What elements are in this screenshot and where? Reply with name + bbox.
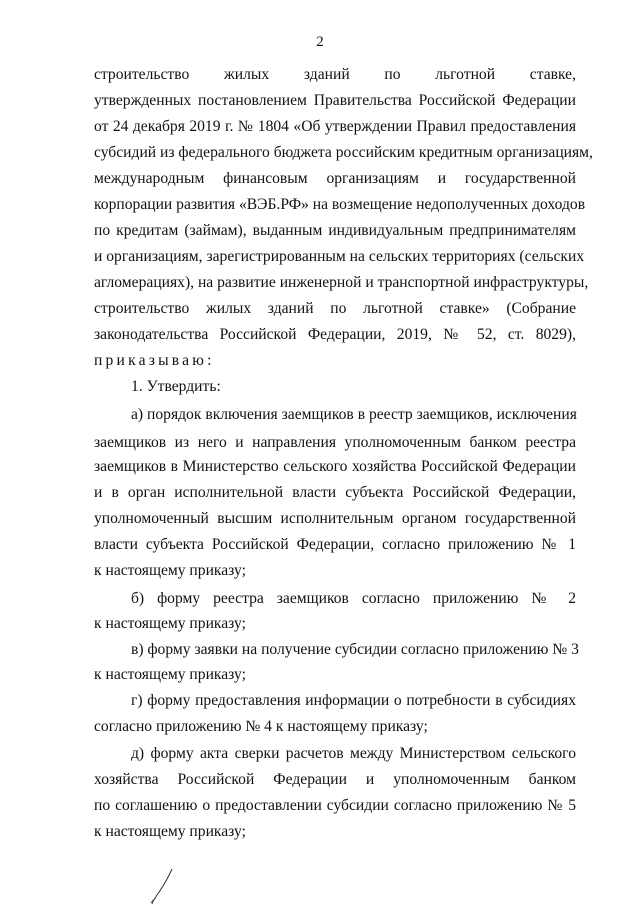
order-word: приказываю: bbox=[94, 352, 215, 369]
text-line: к настоящему приказу; bbox=[94, 562, 246, 579]
text-line: международным финансовым организациям и государственной bbox=[94, 170, 576, 187]
text-line: агломерациях), на развитие инженерной и транспортной инфраструктуры, bbox=[94, 274, 589, 291]
text-line: заемщиков в Министерство сельского хозяйства Российской Федерации bbox=[94, 458, 576, 475]
text-line: заемщиков из него и направления уполномоченным банком реестра bbox=[94, 434, 576, 451]
text-line: в) форму заявки на получение субсидии согласно приложению № 3 bbox=[131, 641, 579, 658]
text-line: и организациям, зарегистрированным на сельских территориях (сельских bbox=[94, 248, 585, 265]
text-line: по кредитам (займам), выданным индивидуальным предпринимателям bbox=[94, 222, 576, 239]
text-line: к настоящему приказу; bbox=[94, 823, 246, 840]
page-number: 2 bbox=[316, 34, 324, 50]
text-line: и в орган исполнительной власти субъекта Российской Федерации, bbox=[94, 484, 576, 501]
text-line: б) форму реестра заемщиков согласно приложению № 2 bbox=[131, 590, 576, 607]
text-line: власти субъекта Российской Федерации, согласно приложению № 1 bbox=[94, 536, 576, 553]
text-line: согласно приложению № 4 к настоящему приказу; bbox=[94, 718, 428, 735]
text-line: строительство жилых зданий по льготной ставке, bbox=[94, 66, 576, 83]
text-line: д) форму акта сверки расчетов между Министерством сельского bbox=[131, 745, 576, 762]
text-line: законодательства Российской Федерации, 2019, № 52, ст. 8029), bbox=[94, 326, 576, 343]
text-line: утвержденных постановлением Правительства Российской Федерации bbox=[94, 92, 576, 109]
text-line: субсидий из федерального бюджета российским кредитным организациям, bbox=[94, 144, 593, 161]
text-line: хозяйства Российской Федерации и уполномоченным банком bbox=[94, 771, 576, 788]
text-line: к настоящему приказу; bbox=[94, 615, 246, 632]
text-line: к настоящему приказу; bbox=[94, 666, 246, 683]
text-line: а) порядок включения заемщиков в реестр заемщиков, исключения bbox=[131, 406, 577, 423]
text-line: строительство жилых зданий по льготной ставке» (Собрание bbox=[94, 300, 576, 317]
text-line: уполномоченный высшим исполнительным органом государственной bbox=[94, 510, 576, 527]
text-line: 1. Утвердить: bbox=[131, 378, 221, 395]
text-line: корпорации развития «ВЭБ.РФ» на возмещение недополученных доходов bbox=[94, 196, 586, 213]
text-line: от 24 декабря 2019 г. № 1804 «Об утверждении Правил предоставления bbox=[94, 118, 576, 135]
pen-stroke-mark bbox=[148, 868, 178, 905]
text-line: г) форму предоставления информации о потребности в субсидиях bbox=[131, 692, 576, 709]
text-line: по соглашению о предоставлении субсидии согласно приложению № 5 bbox=[94, 797, 576, 814]
